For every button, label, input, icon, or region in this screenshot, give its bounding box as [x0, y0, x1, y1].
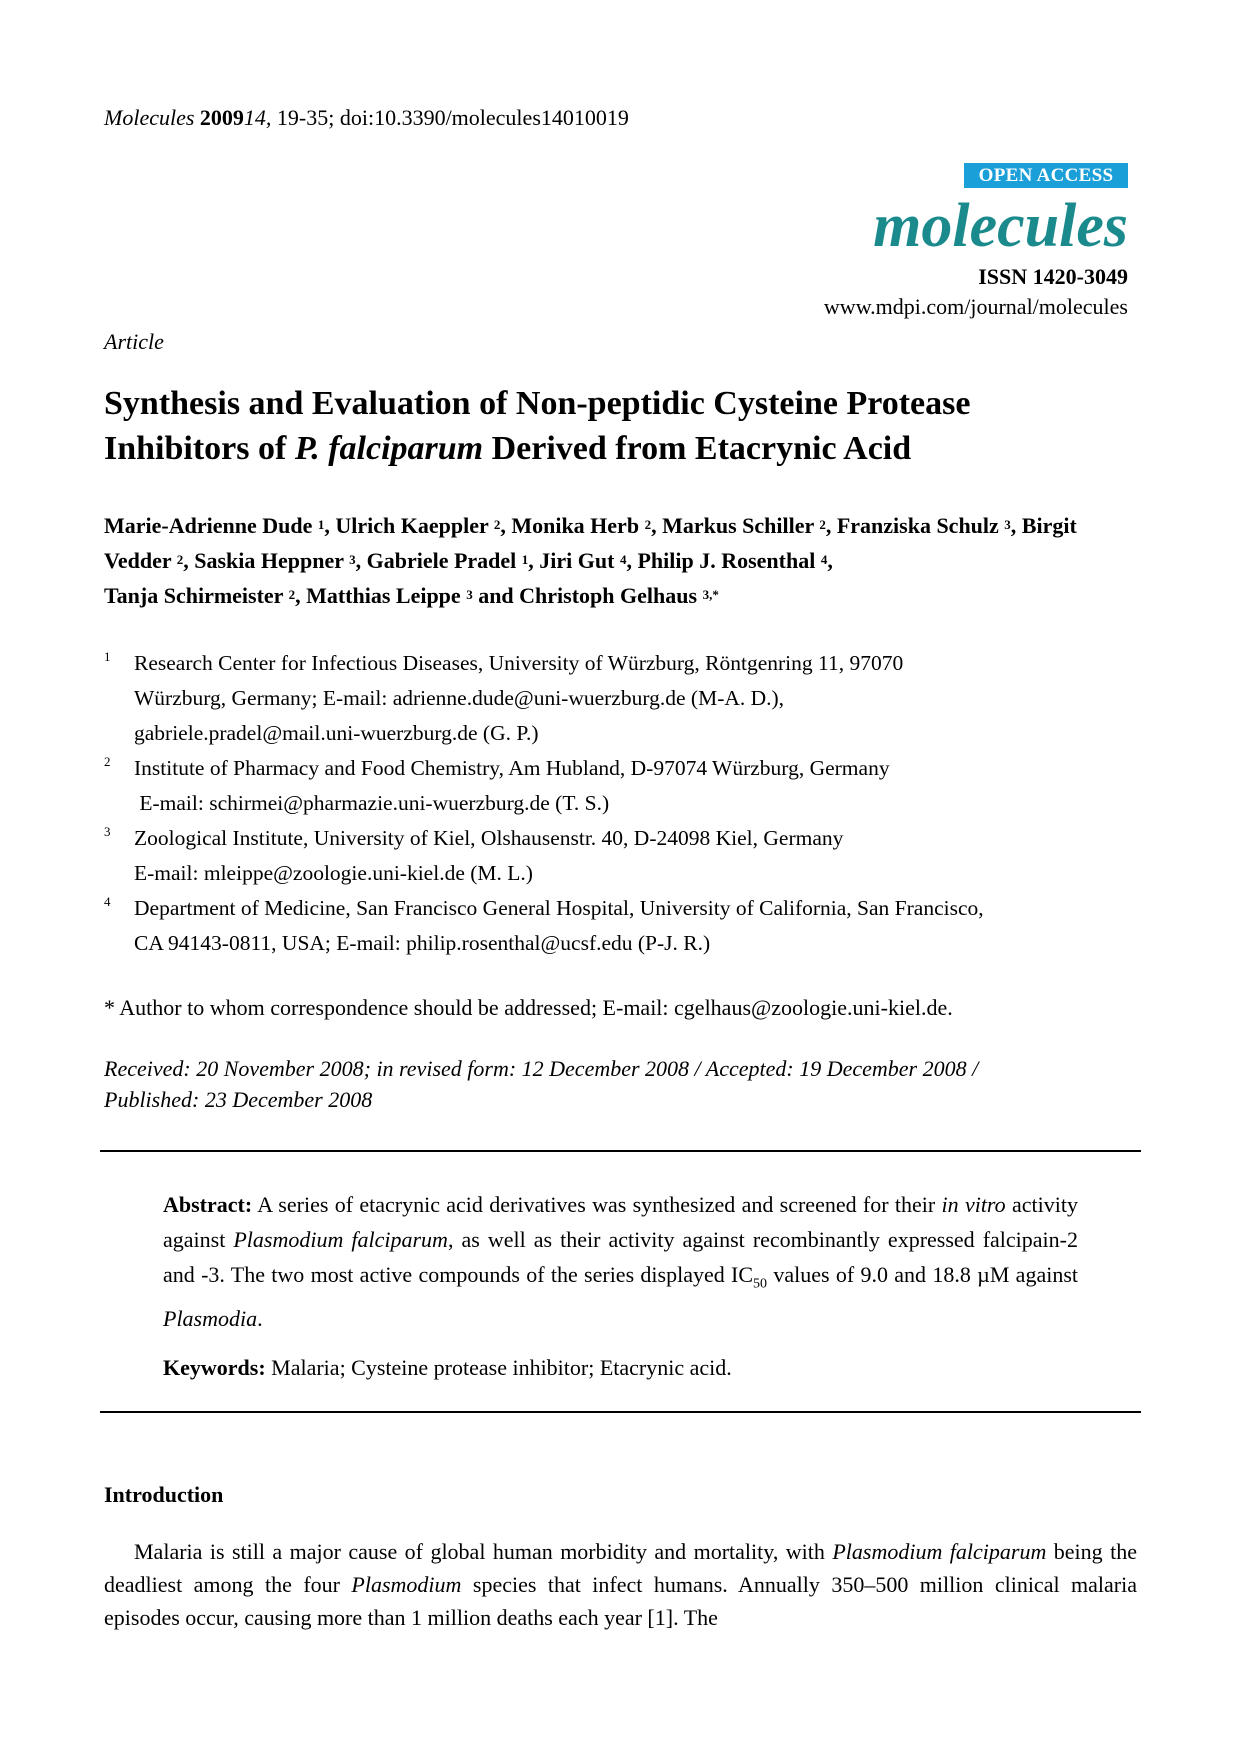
author-name: Birgit Vedder [104, 513, 1077, 573]
abstract-italic: Plasmodium falciparum [233, 1227, 448, 1252]
author-affiliation-ref: 3 [349, 552, 356, 567]
affiliation-number: 2 [104, 754, 111, 769]
citation-journal: Molecules [104, 105, 195, 130]
paragraph-italic: Plasmodium falciparum [832, 1539, 1047, 1564]
affiliation-number: 3 [104, 824, 111, 839]
author-name: Jiri Gut [539, 548, 615, 573]
citation-year: 2009 [199, 105, 244, 130]
author-affiliation-ref: 4 [619, 552, 627, 567]
open-access-badge: OPEN ACCESS [964, 163, 1128, 188]
author-name: Philip J. Rosenthal [637, 548, 816, 573]
author-affiliation-ref: 1 [521, 552, 529, 567]
author-affiliation-ref: 3 [1004, 517, 1011, 532]
author-affiliation-ref: 2 [644, 517, 652, 532]
affiliation-line: gabriele.pradel@mail.uni-wuerzburg.de (G. P.) [134, 721, 539, 745]
introduction-heading: Introduction [104, 1482, 224, 1507]
paragraph-italic: Plasmodium [351, 1572, 462, 1597]
author-separator: , [528, 548, 540, 573]
keywords-text: Malaria; Cysteine protease inhibitor; Etacrynic acid. [265, 1355, 732, 1380]
author-name: Monika Herb [511, 513, 640, 538]
paragraph-text: being the deadliest among the four [104, 1539, 1137, 1597]
affiliation-2 [104, 751, 1144, 821]
author-separator: , [355, 548, 367, 573]
journal-url[interactable]: www.mdpi.com/journal/molecules [823, 294, 1128, 319]
journal-issn: ISSN 1420-3049 [978, 264, 1128, 289]
author-separator: , [183, 548, 195, 573]
author-affiliation-ref: 2 [176, 552, 184, 567]
affiliation-number: 1 [104, 649, 111, 664]
abstract-italic: in vitro [941, 1192, 1006, 1217]
affiliation-4 [104, 891, 1144, 961]
abstract-italic: Plasmodia [163, 1306, 258, 1332]
title-line-1: Synthesis and Evaluation of Non-peptidic Cysteine Protease [104, 385, 971, 422]
keywords-block [163, 1353, 732, 1383]
author-separator: , [500, 513, 512, 538]
author-separator: , [626, 548, 638, 573]
affiliation-line: Zoological Institute, University of Kiel, Olshausenstr. 40, D-24098 Kiel, Germany [134, 826, 844, 850]
author-name: Matthias Leippe [306, 583, 461, 608]
author-separator: , [827, 548, 833, 573]
author-name: Marie-Adrienne Dude [104, 513, 313, 538]
history-line-2: Published: 23 December 2008 [104, 1087, 373, 1112]
author-affiliation-ref: 2 [288, 587, 296, 602]
author-name: Markus Schiller [662, 513, 814, 538]
author-affiliation-ref: 2 [819, 517, 826, 532]
correspondence-note: * Author to whom correspondence should be addressed; E-mail: cgelhaus@zoologie.uni-kiel.de. [104, 995, 953, 1020]
affiliation-line: E-mail: mleippe@zoologie.uni-kiel.de (M. L.) [134, 861, 533, 885]
title-line-2-post: Derived from Etacrynic Acid [483, 430, 912, 467]
author-separator: , [295, 583, 307, 608]
abstract-top-rule [100, 1150, 1141, 1152]
citation-volume: 14, [243, 105, 272, 130]
affiliation-line: Research Center for Infectious Diseases, University of Würzburg, Röntgenring 11, 97070 [134, 651, 904, 675]
citation-line [104, 104, 629, 132]
abstract-text: . [257, 1306, 263, 1332]
author-affiliation-ref: 3 [466, 587, 473, 602]
affiliation-line: CA 94143-0811, USA; E-mail: philip.rosenthal@ucsf.edu (P-J. R.) [134, 931, 711, 955]
author-separator: and [472, 583, 520, 608]
author-name: Tanja Schirmeister [104, 583, 284, 608]
author-separator: , [324, 513, 336, 538]
abstract-bottom-rule [100, 1411, 1141, 1413]
author-separator: , [1010, 513, 1022, 538]
affiliation-number: 4 [104, 894, 111, 909]
author-affiliation-ref: 1 [317, 517, 325, 532]
affiliation-line: E-mail: schirmei@pharmazie.uni-wuerzburg.de (T. S.) [134, 791, 610, 815]
author-affiliation-ref: 2 [493, 517, 501, 532]
affiliation-1 [104, 646, 1144, 751]
affiliation-3 [104, 821, 1144, 891]
abstract-label: Abstract: [163, 1192, 253, 1217]
abstract-text: , as well as their activity against recombinantly expressed falcipain-2 and -3. The two most active compounds of the series displayed IC [163, 1227, 1078, 1287]
introduction-paragraph [104, 1535, 1137, 1634]
keywords-label: Keywords: [163, 1355, 266, 1380]
abstract-block [163, 1187, 1078, 1336]
title-line-2-pre: Inhibitors of [104, 430, 295, 467]
author-affiliation-ref: 3,* [702, 587, 719, 602]
paragraph-text: species that infect humans. Annually 350–500 million clinical malaria episodes occur, causing more than 1 million deaths each year [1]. The [104, 1572, 1137, 1630]
author-name: Franziska Schulz [836, 513, 999, 538]
author-affiliation-ref: 4 [820, 552, 828, 567]
author-name: Gabriele Pradel [366, 548, 517, 573]
abstract-text: values of 9.0 and 18.8 µM against [767, 1262, 1078, 1287]
author-separator: , [825, 513, 837, 538]
author-name: Ulrich Kaeppler [335, 513, 489, 538]
paper-title [104, 381, 1134, 471]
author-name: Saskia Heppner [194, 548, 344, 573]
abstract-text: A series of etacrynic acid derivatives was synthesized and screened for their [252, 1192, 942, 1217]
citation-pages-doi: 19-35; doi:10.3390/molecules14010019 [276, 105, 629, 130]
author-name: Christoph Gelhaus [519, 583, 698, 608]
paragraph-text: Malaria is still a major cause of global human morbidity and mortality, with [134, 1539, 833, 1564]
publication-history [104, 1053, 1154, 1115]
affiliation-line: Institute of Pharmacy and Food Chemistry, Am Hubland, D-97074 Würzburg, Germany [134, 756, 890, 780]
abstract-text: activity against [163, 1192, 1078, 1252]
title-species: P. falciparum [294, 430, 484, 467]
article-type-label: Article [104, 329, 164, 354]
author-list [104, 508, 1149, 613]
history-line-1: Received: 20 November 2008; in revised form: 12 December 2008 / Accepted: 19 December 2008 / [104, 1056, 979, 1081]
affiliation-line: Würzburg, Germany; E-mail: adrienne.dude@uni-wuerzburg.de (M-A. D.), [134, 686, 785, 710]
journal-logo: molecules [873, 192, 1128, 260]
affiliation-line: Department of Medicine, San Francisco General Hospital, University of California, San Francisco, [134, 896, 984, 920]
abstract-subscript: 50 [753, 1276, 768, 1292]
author-separator: , [651, 513, 663, 538]
